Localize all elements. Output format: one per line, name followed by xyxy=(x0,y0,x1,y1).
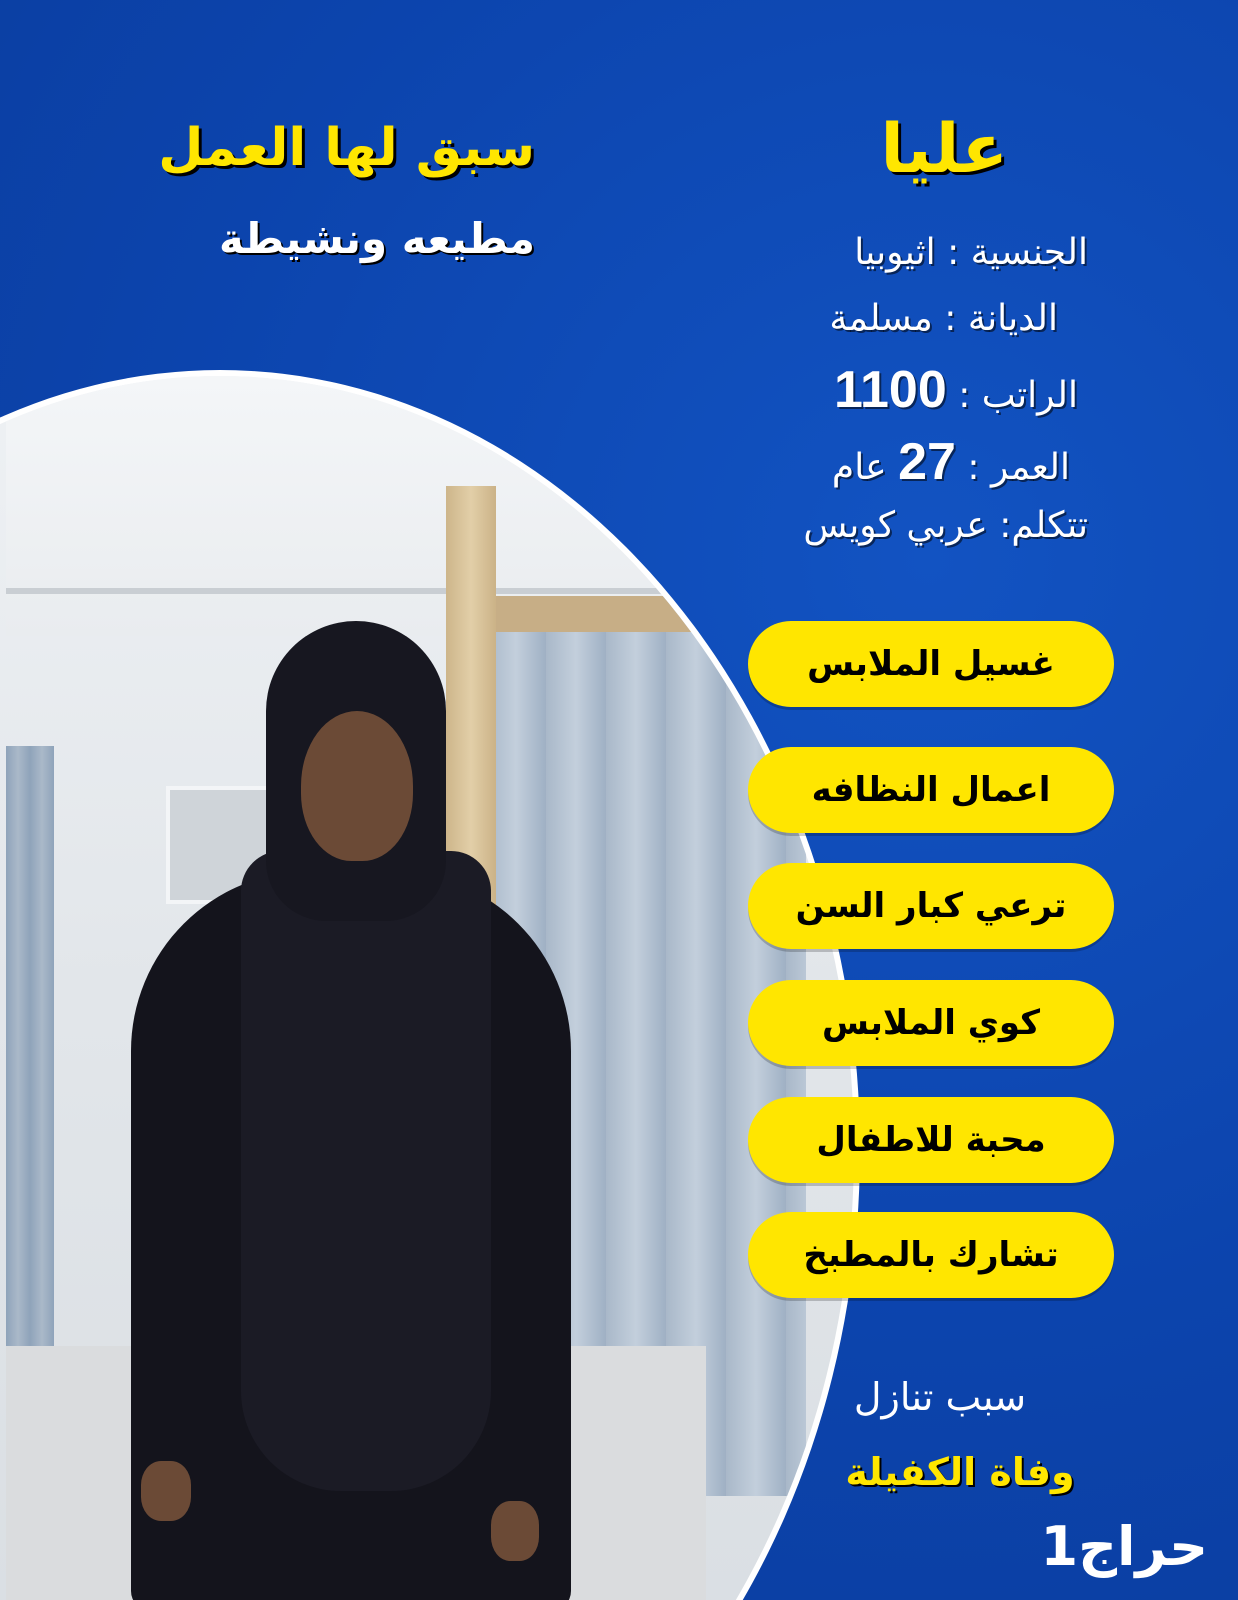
age-label: العمر : xyxy=(967,447,1070,488)
nationality-line: الجنسية : اثيوبيا xyxy=(854,232,1088,273)
release-reason-value: وفاة الكفيلة xyxy=(845,1450,1075,1494)
skill-pill: ترعي كبار السن xyxy=(748,863,1114,949)
left-hand xyxy=(141,1461,191,1521)
release-reason-label: سبب تنازل xyxy=(853,1375,1027,1419)
skill-pill: تشارك بالمطبخ xyxy=(748,1212,1114,1298)
age-value: 27 xyxy=(898,433,956,491)
skill-pill: كوي الملابس xyxy=(748,980,1114,1066)
skill-pill: اعمال النظافه xyxy=(748,747,1114,833)
languages-line: تتكلم: عربي كويس xyxy=(803,505,1088,546)
curtain-rail xyxy=(6,588,706,594)
left-curtain xyxy=(6,746,54,1346)
salary-value: 1100 xyxy=(833,361,947,419)
person-figure xyxy=(91,621,611,1600)
brand-logo-text: حراج1 xyxy=(1040,1515,1208,1578)
right-hand xyxy=(491,1501,539,1561)
scarf xyxy=(241,851,491,1491)
age-unit: عام xyxy=(831,447,887,488)
worker-name: عليا xyxy=(880,110,1008,189)
salary-line xyxy=(678,360,1078,420)
experience-headline: سبق لها العمل xyxy=(158,118,535,178)
salary-label: الراتب : xyxy=(958,375,1078,416)
worker-photo xyxy=(0,370,860,1600)
traits-subheadline: مطيعه ونشيطة xyxy=(218,214,535,263)
face xyxy=(301,711,413,861)
skill-pill: محبة للاطفال xyxy=(748,1097,1114,1183)
age-line xyxy=(670,432,1070,492)
skill-pill: غسيل الملابس xyxy=(748,621,1114,707)
religion-line: الديانة : مسلمة xyxy=(829,298,1058,339)
